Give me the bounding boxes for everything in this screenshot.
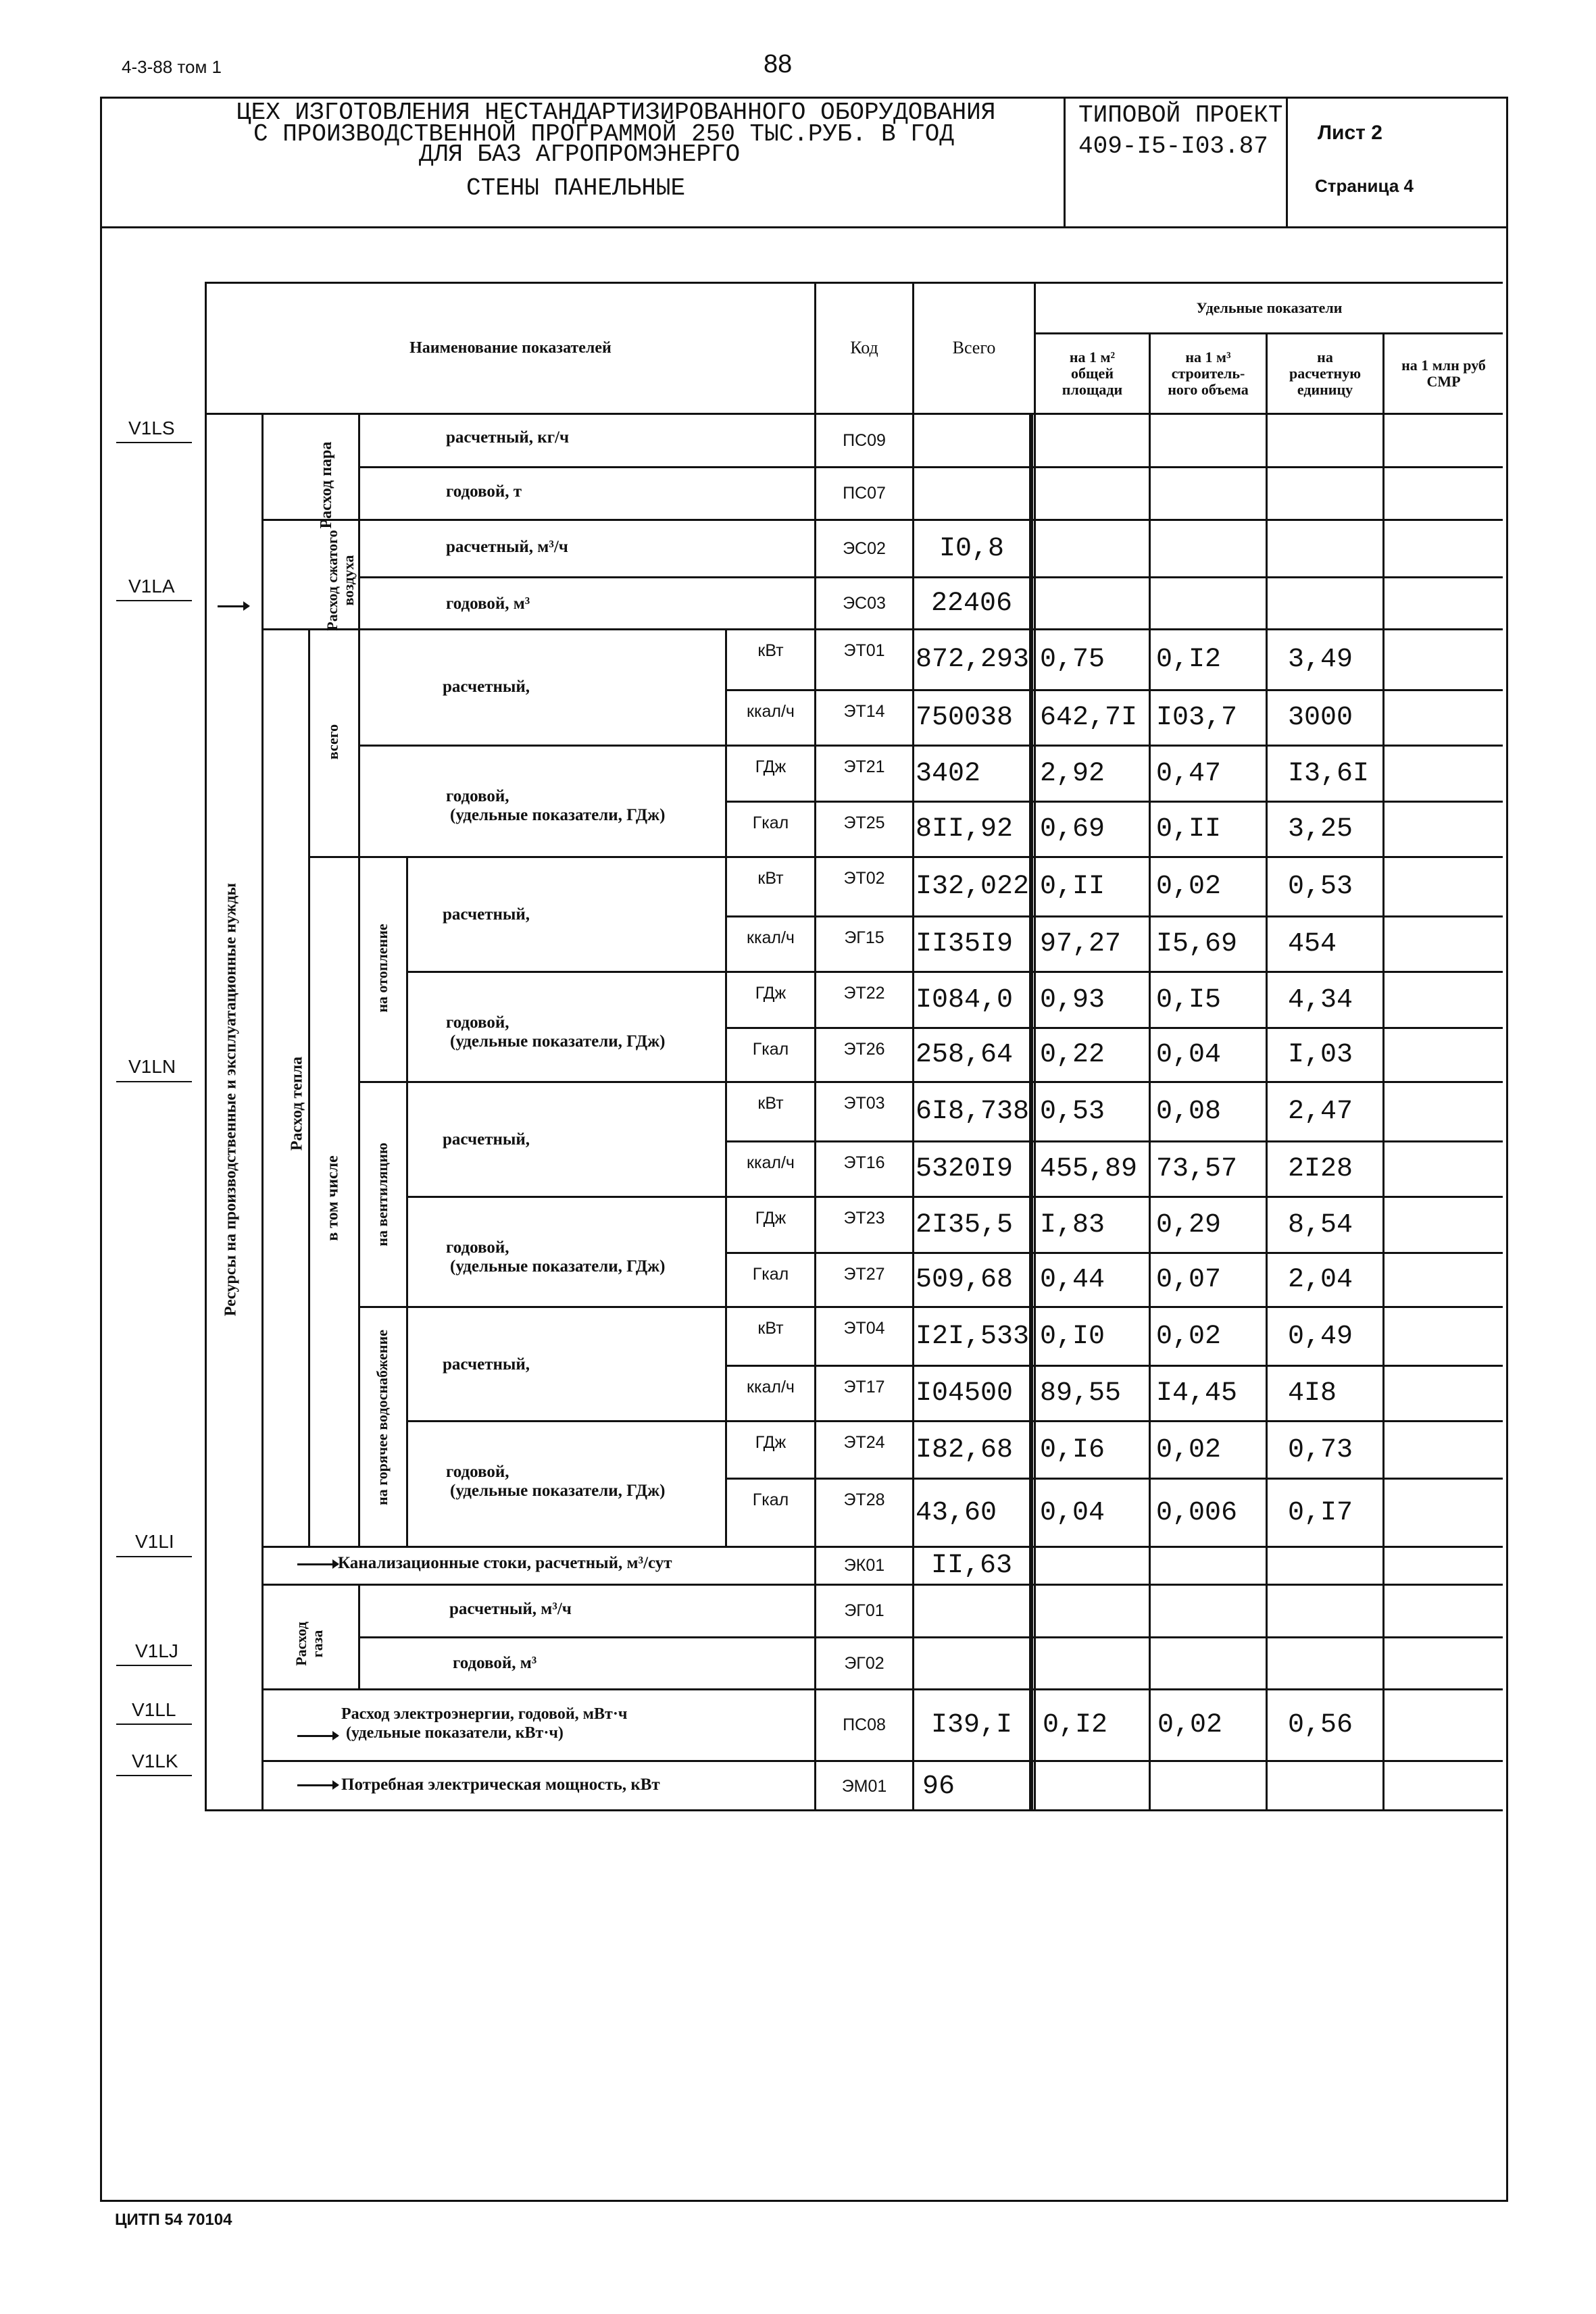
- side-label-v1ll: V1LL: [132, 1699, 176, 1720]
- heat-code: ЭТ27: [843, 1264, 885, 1284]
- heat-s2: I03,7: [1156, 703, 1238, 733]
- heat-s2: I4,45: [1156, 1378, 1238, 1409]
- row-electro-s3: 0,56: [1288, 1710, 1353, 1740]
- title-line1: ЦЕХ ИЗГОТОВЛЕНИЯ НЕСТАНДАРТИЗИРОВАННОГО ОБОРУДОВАНИЯ: [236, 99, 996, 126]
- row-electro-total: I39,I: [930, 1710, 1013, 1740]
- row-steam-year-code: ПС07: [843, 484, 886, 503]
- heat-s1: 0,69: [1040, 814, 1105, 845]
- heat-s1: 2,92: [1040, 758, 1105, 789]
- row-gas-calc-total: [914, 1586, 1029, 1636]
- heat-s3: 4I8: [1288, 1378, 1337, 1409]
- heat-block-2-year-label2: (удельные показатели, ГДж): [450, 1257, 666, 1276]
- row-gas-year-code: ЭГ02: [844, 1653, 884, 1673]
- heat-s3: 454: [1288, 929, 1337, 959]
- heat-total: 3402: [916, 758, 981, 789]
- heat-code: ЭТ25: [843, 813, 885, 832]
- heat-code: ЭТ03: [843, 1093, 885, 1113]
- row-steam-year-total: [914, 468, 1029, 519]
- heat-total: II35I9: [916, 929, 1014, 959]
- side-label-v1lk: V1LK: [132, 1751, 178, 1771]
- heat-total: 43,60: [916, 1497, 997, 1528]
- group-including: в том числе: [324, 1155, 342, 1241]
- page-label: Страница 4: [1315, 176, 1414, 196]
- header-sub1: на 1 м² общей площади: [1062, 349, 1123, 398]
- side-label-v1la: V1LA: [128, 576, 175, 597]
- heat-unit: Гкал: [752, 1264, 789, 1284]
- heat-s3: 8,54: [1288, 1209, 1353, 1240]
- side-label-v1ln: V1LN: [128, 1056, 176, 1077]
- heat-unit: ккал/ч: [747, 1153, 795, 1172]
- heat-unit: Гкал: [752, 1039, 789, 1059]
- footer-code: ЦИТП 54 70104: [115, 2211, 232, 2229]
- heat-total: 509,68: [916, 1265, 1014, 1295]
- heat-s1: 0,53: [1040, 1097, 1105, 1127]
- header-sub3: на расчетную единицу: [1289, 349, 1362, 398]
- heat-code: ЭТ16: [843, 1153, 885, 1172]
- heat-unit: ГДж: [755, 1208, 787, 1228]
- heat-total: 8II,92: [916, 814, 1014, 845]
- heat-s3: 0,49: [1288, 1321, 1353, 1352]
- heat-total: I2I,533: [916, 1321, 1030, 1352]
- heat-s2: 0,I5: [1156, 984, 1222, 1015]
- row-electro-s2: 0,02: [1157, 1710, 1223, 1740]
- group-heating: на отопление: [374, 924, 391, 1013]
- sheet-number: Лист 2: [1318, 122, 1382, 144]
- row-air-year-total: 22406: [930, 588, 1013, 619]
- heat-s1: 642,7I: [1040, 703, 1138, 733]
- heat-block-1-calc-label: расчетный,: [443, 905, 530, 924]
- header-name: Наименование показателей: [409, 339, 612, 357]
- row-power-label: Потребная электрическая мощность, кВт: [341, 1776, 660, 1794]
- heat-unit: ккал/ч: [747, 928, 795, 947]
- arrow-electro: [297, 1735, 338, 1737]
- heat-s2: 0,47: [1156, 758, 1222, 789]
- heat-s1: 0,75: [1040, 645, 1105, 675]
- row-air-year-label: годовой, м³: [446, 595, 530, 613]
- heat-unit: ГДж: [755, 757, 787, 776]
- heat-s2: 73,57: [1156, 1154, 1238, 1184]
- heat-s2: 0,29: [1156, 1209, 1222, 1240]
- heat-code: ЭТ04: [843, 1318, 885, 1338]
- heat-unit: кВт: [757, 1093, 784, 1113]
- heat-code: ЭТ26: [843, 1039, 885, 1059]
- heat-s2: I5,69: [1156, 929, 1238, 959]
- group-gas: Расход газа: [293, 1621, 326, 1666]
- header-specific: Удельные показатели: [1196, 299, 1343, 316]
- heat-code: ЭТ23: [843, 1208, 885, 1228]
- row-gas-year-label: годовой, м³: [453, 1654, 537, 1672]
- heat-total: 258,64: [916, 1040, 1014, 1070]
- heat-total: I04500: [916, 1378, 1014, 1409]
- row-air-year-code: ЭС03: [843, 593, 886, 613]
- heat-code: ЭТ14: [843, 701, 885, 721]
- heat-unit: Гкал: [752, 1490, 789, 1509]
- heat-s3: 2,47: [1288, 1097, 1353, 1127]
- row-air-calc-label: расчетный, м³/ч: [446, 538, 568, 556]
- heat-s2: 0,08: [1156, 1097, 1222, 1127]
- row-sewage-total: II,63: [930, 1551, 1013, 1581]
- heat-s2: 0,07: [1156, 1265, 1222, 1295]
- heat-code: ЭТ02: [843, 868, 885, 888]
- header-code: Код: [850, 338, 878, 357]
- heat-s2: 0,02: [1156, 1434, 1222, 1465]
- group-hot-water: на горячее водоснабжение: [374, 1330, 391, 1505]
- page-number: 88: [764, 50, 793, 78]
- title-line4: СТЕНЫ ПАНЕЛЬНЫЕ: [466, 174, 686, 202]
- heat-s3: 3000: [1288, 703, 1353, 733]
- heat-s2: 0,02: [1156, 1321, 1222, 1352]
- heat-block-0-year-label1: годовой,: [446, 787, 509, 805]
- side-label-v1lj: V1LJ: [135, 1640, 178, 1661]
- page-ref: 4-3-88 том 1: [122, 57, 222, 77]
- heat-unit: кВт: [757, 868, 784, 888]
- title-line2: С ПРОИЗВОДСТВЕННОЙ ПРОГРАММОЙ 250 ТЫС.РУБ. В ГОД: [253, 120, 954, 148]
- heat-s2: 0,02: [1156, 872, 1222, 902]
- row-power-code: ЭМ01: [841, 1777, 887, 1796]
- heat-s3: I3,6I: [1288, 758, 1370, 789]
- row-steam-calc-label: расчетный, кг/ч: [446, 428, 570, 447]
- heat-block-0-calc-label: расчетный,: [443, 678, 530, 696]
- row-gas-calc-code: ЭГ01: [844, 1601, 884, 1620]
- project-code: 409-I5-I03.87: [1078, 132, 1268, 160]
- heat-total: 872,293: [916, 645, 1030, 675]
- heat-s3: 0,73: [1288, 1434, 1353, 1465]
- heat-block-3-year-label2: (удельные показатели, ГДж): [450, 1482, 666, 1500]
- heat-block-3-calc-label: расчетный,: [443, 1355, 530, 1374]
- heat-s2: 0,II: [1156, 814, 1222, 845]
- heat-s1: 455,89: [1040, 1154, 1138, 1184]
- row-sewage-code: ЭК01: [843, 1556, 885, 1575]
- heat-total: 5320I9: [916, 1154, 1014, 1184]
- heat-total: 6I8,738: [916, 1097, 1030, 1127]
- group-heat: Расход тепла: [288, 1056, 306, 1151]
- row-gas-year-total: [914, 1638, 1029, 1688]
- heat-code: ЭТ01: [843, 640, 885, 660]
- row-steam-year-label: годовой, т: [446, 482, 522, 501]
- row-electro-label1: Расход электроэнергии, годовой, мВт·ч: [341, 1705, 628, 1723]
- heat-s1: 0,I6: [1040, 1434, 1105, 1465]
- heat-s1: 0,93: [1040, 984, 1105, 1015]
- heat-unit: кВт: [757, 640, 784, 660]
- heat-s1: 0,II: [1040, 872, 1105, 902]
- header-sub4: на 1 млн руб СМР: [1401, 357, 1486, 390]
- heat-unit: Гкал: [752, 813, 789, 832]
- header-sub2: на 1 м³ строитель-ного объема: [1168, 349, 1249, 398]
- heat-s3: I,03: [1288, 1040, 1353, 1070]
- heat-s3: 2I28: [1288, 1154, 1353, 1184]
- row-air-calc-code: ЭС02: [843, 538, 886, 558]
- heat-s3: 3,25: [1288, 814, 1353, 845]
- heat-block-3-year-label1: годовой,: [446, 1463, 509, 1481]
- group-resources: Ресурсы на производственные и эксплуатационные нужды: [222, 882, 240, 1317]
- heat-total: 2I35,5: [916, 1209, 1014, 1240]
- row-power-total: 96: [922, 1771, 955, 1802]
- heat-s1: 89,55: [1040, 1378, 1122, 1409]
- heat-s1: 0,22: [1040, 1040, 1105, 1070]
- heat-unit: ккал/ч: [747, 701, 795, 721]
- heat-total: I32,022: [916, 872, 1030, 902]
- side-label-v1li: V1LI: [135, 1531, 174, 1552]
- row-air-calc-total: I0,8: [939, 533, 1004, 564]
- heat-block-2-calc-label: расчетный,: [443, 1130, 530, 1149]
- heat-code: ЭТ17: [843, 1377, 885, 1397]
- heat-s3: 3,49: [1288, 645, 1353, 675]
- heat-s1: 0,04: [1040, 1497, 1105, 1528]
- heat-total: I084,0: [916, 984, 1014, 1015]
- row-electro-label2: (удельные показатели, кВт·ч): [346, 1724, 564, 1742]
- row-electro-s1: 0,I2: [1043, 1710, 1108, 1740]
- group-steam: Расход пара: [318, 441, 335, 529]
- heat-s1: 0,I0: [1040, 1321, 1105, 1352]
- heat-s3: 0,I7: [1288, 1497, 1353, 1528]
- heat-block-0-year-label2: (удельные показатели, ГДж): [450, 806, 666, 824]
- row-gas-calc-label: расчетный, м³/ч: [449, 1600, 572, 1618]
- heat-s3: 4,34: [1288, 984, 1353, 1015]
- heat-unit: кВт: [757, 1318, 784, 1338]
- heat-code: ЭТ28: [843, 1490, 885, 1509]
- project-label: ТИПОВОЙ ПРОЕКТ: [1078, 101, 1283, 129]
- heat-s1: I,83: [1040, 1209, 1105, 1240]
- group-air: Расход сжатого воздуха: [324, 530, 357, 631]
- side-label-v1ls: V1LS: [128, 418, 175, 438]
- heat-code: ЭТ24: [843, 1432, 885, 1452]
- title-line3: ДЛЯ БАЗ АГРОПРОМЭНЕРГО: [419, 141, 741, 168]
- heat-code: ЭТ22: [843, 983, 885, 1003]
- heat-code: ЭТ21: [843, 757, 885, 776]
- heat-total: 750038: [916, 703, 1014, 733]
- header-total: Всего: [952, 338, 996, 357]
- row-sewage-label: Канализационные стоки, расчетный, м³/сут: [338, 1554, 672, 1572]
- heat-s1: 0,44: [1040, 1265, 1105, 1295]
- group-ventilation: на вентиляцию: [374, 1142, 391, 1247]
- heat-unit: ккал/ч: [747, 1377, 795, 1397]
- row-electro-code: ПС08: [843, 1715, 886, 1734]
- arrow-air: [218, 605, 249, 607]
- arrow-power: [297, 1784, 338, 1786]
- heat-total: I82,68: [916, 1434, 1014, 1465]
- row-steam-calc-code: ПС09: [843, 430, 886, 450]
- heat-s1: 97,27: [1040, 929, 1122, 959]
- group-total: всего: [324, 724, 341, 760]
- heat-unit: ГДж: [755, 983, 787, 1003]
- heat-block-1-year-label2: (удельные показатели, ГДж): [450, 1032, 666, 1051]
- heat-unit: ГДж: [755, 1432, 787, 1452]
- heat-s2: 0,04: [1156, 1040, 1222, 1070]
- heat-s2: 0,I2: [1156, 645, 1222, 675]
- heat-s3: 2,04: [1288, 1265, 1353, 1295]
- arrow-sewage: [297, 1563, 338, 1565]
- heat-block-2-year-label1: годовой,: [446, 1238, 509, 1257]
- heat-code: ЭГ15: [844, 928, 884, 947]
- heat-block-1-year-label1: годовой,: [446, 1013, 509, 1032]
- row-steam-calc-total: [914, 415, 1029, 466]
- heat-s3: 0,53: [1288, 872, 1353, 902]
- heat-s2: 0,006: [1156, 1497, 1238, 1528]
